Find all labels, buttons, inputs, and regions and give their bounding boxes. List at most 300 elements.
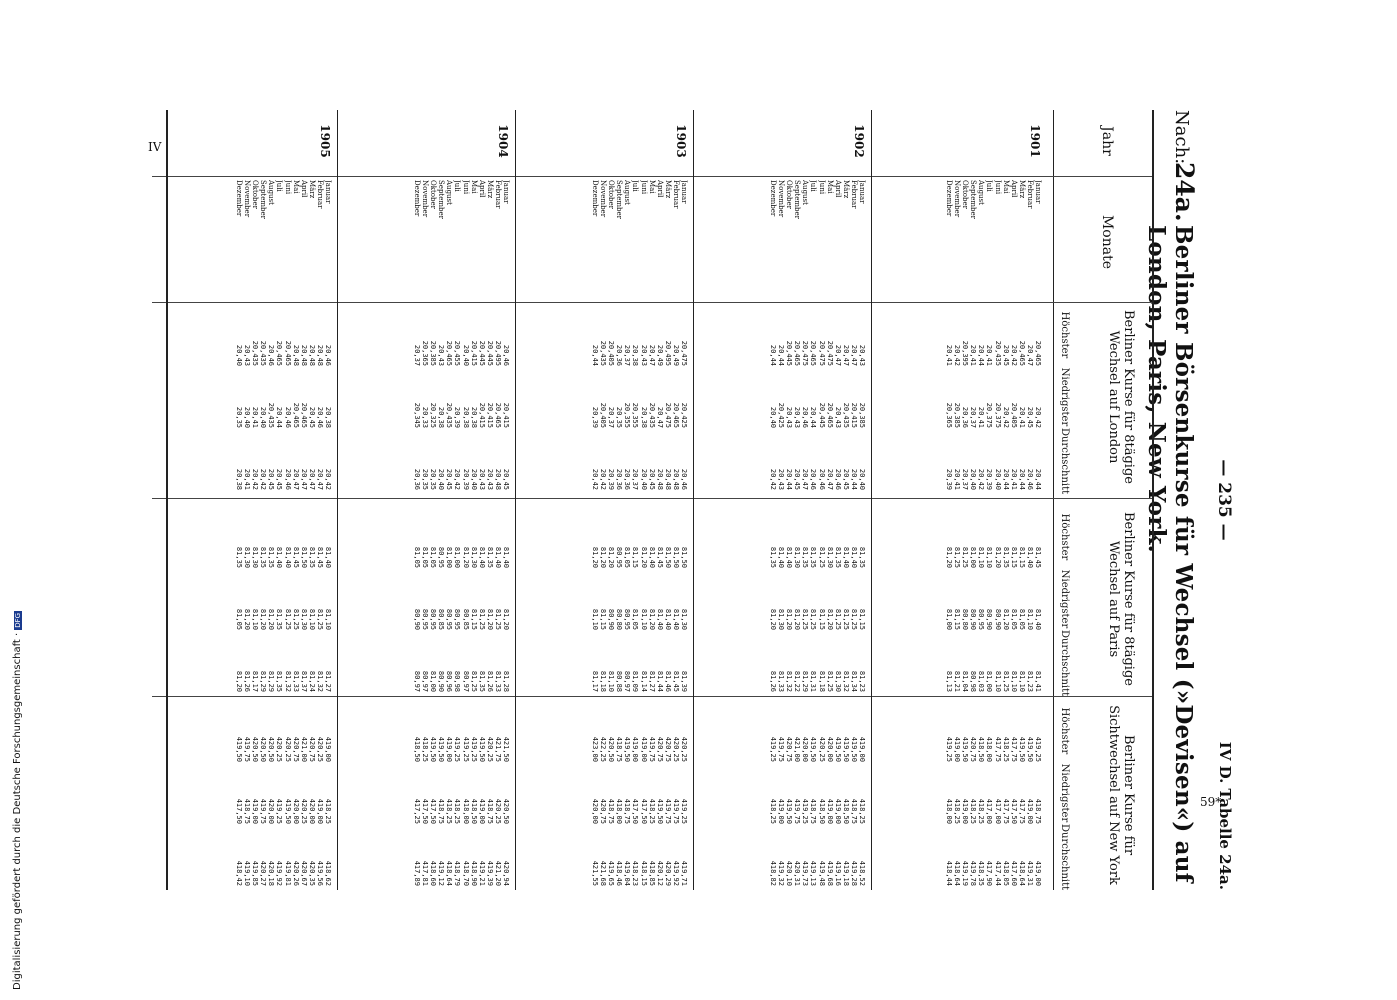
value-cell: 81,05 <box>234 608 243 630</box>
table-row <box>607 180 615 890</box>
month-cell: Juli <box>453 180 462 192</box>
value-cell: 81,20 <box>944 546 953 568</box>
value-cell: 81,18 <box>599 670 608 692</box>
value-cell: 81,50 <box>299 546 308 568</box>
value-cell: 81,14 <box>639 670 648 692</box>
value-cell: 81,10 <box>1009 670 1018 692</box>
value-cell: 419,25 <box>801 798 810 824</box>
month-cell: Juni <box>283 180 292 195</box>
value-cell: 81,26 <box>768 670 777 692</box>
month-cell: April <box>655 180 664 198</box>
month-cell: Februar <box>671 180 680 209</box>
value-cell: 418,25 <box>647 798 656 824</box>
table-row <box>953 180 961 890</box>
value-cell: 81,45 <box>291 546 300 568</box>
value-cell: 20,375 <box>993 402 1002 428</box>
value-cell: 420,25 <box>283 736 292 762</box>
value-cell: 80,90 <box>985 608 994 630</box>
table-row <box>777 180 785 890</box>
value-cell: 20,47 <box>841 344 850 366</box>
table-row <box>817 180 825 890</box>
value-cell: 20,35 <box>429 468 438 490</box>
month-cell: Juli <box>985 180 994 192</box>
value-cell: 81,10 <box>1025 608 1034 630</box>
value-cell: 81,10 <box>1017 670 1026 692</box>
value-cell: 20,33 <box>421 406 430 428</box>
value-cell: 81,30 <box>777 608 786 630</box>
value-cell: 20,39 <box>607 468 616 490</box>
table-row <box>461 180 469 890</box>
value-cell: 20,495 <box>493 340 502 366</box>
value-cell: 81,25 <box>849 608 858 630</box>
value-cell: 20,465 <box>299 402 308 428</box>
table-row <box>631 180 639 890</box>
value-cell: 417,44 <box>993 860 1002 886</box>
value-cell: 418,62 <box>324 860 332 886</box>
value-cell: 81,25 <box>315 608 324 630</box>
value-cell: 20,48 <box>671 468 680 490</box>
value-cell: 419,00 <box>1034 860 1042 886</box>
table-row <box>1034 180 1042 890</box>
value-cell: 20,40 <box>259 406 268 428</box>
value-cell: 417,00 <box>993 798 1002 824</box>
table-row <box>324 180 332 890</box>
value-cell: 423,00 <box>590 736 599 762</box>
value-cell: 418,75 <box>243 798 252 824</box>
value-cell: 20,48 <box>307 344 316 366</box>
value-cell: 419,00 <box>953 736 962 762</box>
table-row <box>834 180 842 890</box>
value-cell: 81,26 <box>485 670 494 692</box>
value-cell: 419,75 <box>671 798 680 824</box>
value-cell: 20,42 <box>259 468 268 490</box>
value-cell: 20,48 <box>493 468 502 490</box>
value-cell: 419,75 <box>647 736 656 762</box>
month-cell: Oktober <box>429 180 438 209</box>
value-cell: 20,355 <box>631 402 640 428</box>
value-cell: 80,95 <box>977 608 986 630</box>
table-row <box>945 180 953 890</box>
value-cell: 81,10 <box>251 608 260 630</box>
value-cell: 420,25 <box>275 736 284 762</box>
value-cell: 20,47 <box>833 344 842 366</box>
value-cell: 81,40 <box>655 608 664 630</box>
month-cell: August <box>267 180 276 205</box>
value-cell: 81,40 <box>324 546 332 568</box>
value-cell: 81,27 <box>647 670 656 692</box>
month-cell: September <box>615 180 624 219</box>
value-cell: 420,50 <box>251 736 260 762</box>
value-cell: 20,37 <box>412 344 421 366</box>
value-cell: 20,445 <box>477 340 486 366</box>
value-cell: 20,47 <box>801 468 810 490</box>
sub-header-7: Niedrigster <box>1059 763 1070 823</box>
year-label: 1903 <box>674 124 688 158</box>
value-cell: 81,05 <box>421 546 430 568</box>
value-cell: 20,445 <box>817 402 826 428</box>
value-cell: 20,355 <box>623 402 632 428</box>
value-cell: 20,44 <box>768 344 777 366</box>
value-cell: 81,35 <box>768 546 777 568</box>
group-header-london: Berliner Kurse für 8tägige Wechsel auf London <box>1106 310 1136 484</box>
value-cell: 20,36 <box>623 468 632 490</box>
value-cell: 81,25 <box>961 546 970 568</box>
value-cell: 81,40 <box>841 546 850 568</box>
value-cell: 419,00 <box>825 798 834 824</box>
value-cell: 418,25 <box>453 798 462 824</box>
value-cell: 418,25 <box>977 798 986 824</box>
value-cell: 419,50 <box>1025 736 1034 762</box>
table-row <box>648 180 656 890</box>
value-cell: 81,10 <box>977 546 986 568</box>
value-cell: 20,475 <box>825 340 834 366</box>
value-cell: 419,00 <box>324 736 332 762</box>
value-cell: 20,39 <box>461 468 470 490</box>
table-row <box>308 180 316 890</box>
value-cell: 419,75 <box>259 798 268 824</box>
value-cell: 419,71 <box>680 860 688 886</box>
value-cell: 80,95 <box>429 608 438 630</box>
value-cell: 418,00 <box>985 736 994 762</box>
value-cell: 419,81 <box>283 860 292 886</box>
value-cell: 20,45 <box>841 468 850 490</box>
month-cell: September <box>259 180 268 219</box>
value-cell: 20,465 <box>793 340 802 366</box>
value-cell: 421,00 <box>793 736 802 762</box>
month-cell: März <box>663 180 672 199</box>
year-block <box>413 180 510 890</box>
year-block <box>591 180 688 890</box>
value-cell: 419,00 <box>1025 798 1034 824</box>
value-cell: 80,95 <box>623 608 632 630</box>
value-cell: 421,55 <box>590 860 599 886</box>
value-cell: 20,43 <box>477 468 486 490</box>
value-cell: 80,80 <box>615 608 624 630</box>
value-cell: 419,25 <box>453 736 462 762</box>
year-rule <box>337 110 338 890</box>
value-cell: 420,25 <box>680 736 688 762</box>
value-cell: 420,00 <box>291 798 300 824</box>
value-cell: 20,465 <box>825 402 834 428</box>
sub-header-1: Niedrigster <box>1059 367 1070 427</box>
value-cell: 417,50 <box>631 798 640 824</box>
value-cell: 81,40 <box>1025 546 1034 568</box>
value-cell: 419,92 <box>671 860 680 886</box>
value-cell: 20,40 <box>858 468 866 490</box>
value-cell: 417,89 <box>412 860 421 886</box>
value-cell: 418,25 <box>969 798 978 824</box>
value-cell: 420,31 <box>793 860 802 886</box>
value-cell: 20,44 <box>1001 468 1010 490</box>
value-cell: 81,20 <box>267 608 276 630</box>
value-cell: 81,15 <box>469 608 478 630</box>
value-cell: 81,10 <box>324 608 332 630</box>
value-cell: 81,20 <box>259 608 268 630</box>
value-cell: 418,75 <box>1034 798 1042 824</box>
value-cell: 81,25 <box>817 546 826 568</box>
rotated-table-page <box>150 110 1240 890</box>
value-cell: 417,75 <box>993 736 1002 762</box>
dfg-logo: DFG <box>14 612 22 628</box>
value-cell: 419,50 <box>841 736 850 762</box>
table-row <box>858 180 866 890</box>
value-cell: 419,50 <box>961 736 970 762</box>
value-cell: 20,37 <box>623 344 632 366</box>
value-cell: 20,42 <box>590 468 599 490</box>
value-cell: 20,42 <box>251 468 260 490</box>
value-cell: 20,41 <box>969 344 978 366</box>
value-cell: 419,28 <box>849 860 858 886</box>
value-cell: 20,39 <box>944 468 953 490</box>
value-cell: 419,25 <box>275 798 284 824</box>
value-cell: 81,03 <box>977 670 986 692</box>
value-cell: 80,97 <box>421 670 430 692</box>
title-prefix: Nach: <box>1171 110 1192 165</box>
value-cell: 81,05 <box>1017 608 1026 630</box>
table-row <box>809 180 817 890</box>
value-cell: 20,435 <box>267 402 276 428</box>
table-row <box>486 180 494 890</box>
title-rule <box>1152 110 1154 890</box>
month-cell: Juni <box>817 180 826 195</box>
value-cell: 81,35 <box>809 546 818 568</box>
value-cell: 20,345 <box>412 402 421 428</box>
value-cell: 419,10 <box>243 860 252 886</box>
value-cell: 81,40 <box>283 546 292 568</box>
value-cell: 20,36 <box>615 468 624 490</box>
value-cell: 420,75 <box>599 798 608 824</box>
value-cell: 81,45 <box>315 546 324 568</box>
sidebar-text: Digitalisierung gefördert durch die Deutsche Forschungsgemeinschaft · <box>12 632 23 990</box>
value-cell: 80,98 <box>453 670 462 692</box>
section-label: IV D. Tabelle 24a. <box>1216 741 1234 890</box>
value-cell: 81,10 <box>639 608 648 630</box>
value-cell: 81,35 <box>267 546 276 568</box>
month-cell: Oktober <box>961 180 970 209</box>
value-cell: 81,00 <box>969 546 978 568</box>
value-cell: 81,09 <box>631 670 640 692</box>
value-cell: 20,325 <box>429 402 438 428</box>
value-cell: 20,435 <box>993 340 1002 366</box>
value-cell: 419,00 <box>631 736 640 762</box>
value-cell: 81,25 <box>825 670 834 692</box>
value-cell: 20,42 <box>599 468 608 490</box>
table-row <box>1026 180 1034 890</box>
value-cell: 81,17 <box>251 670 260 692</box>
value-cell: 20,44 <box>977 344 986 366</box>
value-cell: 20,405 <box>607 340 616 366</box>
month-cell: März <box>485 180 494 199</box>
value-cell: 20,48 <box>291 344 300 366</box>
value-cell: 81,35 <box>275 608 284 630</box>
value-cell: 20,43 <box>833 406 842 428</box>
value-cell: 81,40 <box>477 546 486 568</box>
value-cell: 20,49 <box>655 344 664 366</box>
value-cell: 20,40 <box>639 468 648 490</box>
value-cell: 20,35 <box>234 406 243 428</box>
value-cell: 81,32 <box>283 670 292 692</box>
value-cell: 20,47 <box>647 344 656 366</box>
value-cell: 418,00 <box>944 798 953 824</box>
value-cell: 81,40 <box>663 608 672 630</box>
value-cell: 20,435 <box>259 340 268 366</box>
value-cell: 418,25 <box>768 798 777 824</box>
value-cell: 81,15 <box>817 608 826 630</box>
value-cell: 419,75 <box>793 798 802 824</box>
value-cell: 81,40 <box>275 546 284 568</box>
month-cell: Mai <box>825 180 834 194</box>
value-cell: 20,435 <box>445 402 454 428</box>
value-cell: 420,25 <box>485 736 494 762</box>
value-cell: 81,05 <box>429 546 438 568</box>
value-cell: 81,20 <box>768 608 777 630</box>
value-cell: 81,15 <box>599 608 608 630</box>
value-cell: 417,75 <box>1001 798 1010 824</box>
value-cell: 419,04 <box>623 860 632 886</box>
value-cell: 81,25 <box>469 670 478 692</box>
value-cell: 419,92 <box>275 860 284 886</box>
value-cell: 80,97 <box>412 670 421 692</box>
value-cell: 418,25 <box>445 798 454 824</box>
value-cell: 419,25 <box>680 798 688 824</box>
table-row <box>470 180 478 890</box>
value-cell: 20,46 <box>680 468 688 490</box>
value-cell: 80,80 <box>961 608 970 630</box>
value-cell: 20,46 <box>283 468 292 490</box>
value-cell: 419,25 <box>768 736 777 762</box>
value-cell: 20,39 <box>453 406 462 428</box>
value-cell: 418,00 <box>615 798 624 824</box>
month-cell: April <box>477 180 486 198</box>
value-cell: 20,385 <box>858 402 866 428</box>
value-cell: 417,81 <box>421 860 430 886</box>
value-cell: 418,05 <box>1001 860 1010 886</box>
value-cell: 81,30 <box>299 608 308 630</box>
value-cell: 80,90 <box>993 608 1002 630</box>
footer-left: IV <box>148 140 162 154</box>
bottom-rule <box>166 110 168 890</box>
value-cell: 81,20 <box>993 546 1002 568</box>
sub-header-6: Höchster <box>1059 707 1070 755</box>
value-cell: 81,25 <box>841 608 850 630</box>
table-row <box>429 180 437 890</box>
value-cell: 20,44 <box>777 344 786 366</box>
table-row <box>993 180 1001 890</box>
footer-right: 59* <box>1200 795 1222 809</box>
value-cell: 417,60 <box>1009 860 1018 886</box>
value-cell: 419,75 <box>243 736 252 762</box>
table-row <box>623 180 631 890</box>
year-block <box>945 180 1042 890</box>
value-cell: 81,39 <box>680 670 688 692</box>
value-cell: 20,40 <box>234 344 243 366</box>
value-cell: 81,40 <box>777 546 786 568</box>
value-cell: 419,50 <box>785 798 794 824</box>
year-label: 1901 <box>1028 124 1042 158</box>
table-row <box>826 180 834 890</box>
value-cell: 81,10 <box>590 608 599 630</box>
value-cell: 20,475 <box>801 340 810 366</box>
value-cell: 20,41 <box>1009 468 1018 490</box>
value-cell: 81,40 <box>647 546 656 568</box>
value-cell: 20,45 <box>647 468 656 490</box>
value-cell: 80,95 <box>437 546 446 568</box>
value-cell: 20,43 <box>437 344 446 366</box>
value-cell: 419,75 <box>777 736 786 762</box>
table-row <box>801 180 809 890</box>
value-cell: 418,64 <box>953 860 962 886</box>
value-cell: 420,75 <box>291 736 300 762</box>
value-cell: 81,35 <box>833 546 842 568</box>
value-cell: 20,39 <box>590 406 599 428</box>
month-cell: Juni <box>461 180 470 195</box>
value-cell: 20,38 <box>437 406 446 428</box>
value-cell: 418,50 <box>977 736 986 762</box>
value-cell: 81,00 <box>453 546 462 568</box>
table-row <box>985 180 993 890</box>
value-cell: 20,40 <box>768 406 777 428</box>
year-rule <box>515 110 516 890</box>
value-cell: 81,28 <box>502 670 510 692</box>
value-cell: 81,45 <box>671 670 680 692</box>
value-cell: 20,415 <box>849 402 858 428</box>
value-cell: 20,38 <box>469 406 478 428</box>
value-cell: 20,44 <box>1034 468 1042 490</box>
value-cell: 81,32 <box>841 670 850 692</box>
value-cell: 81,20 <box>785 608 794 630</box>
value-cell: 20,425 <box>777 402 786 428</box>
value-cell: 419,68 <box>825 860 834 886</box>
value-cell: 80,97 <box>623 670 632 692</box>
value-cell: 20,45 <box>445 468 454 490</box>
month-cell: März <box>841 180 850 199</box>
month-cell: Februar <box>315 180 324 209</box>
year-rule <box>871 110 872 890</box>
value-cell: 419,65 <box>607 860 616 886</box>
month-cell: August <box>623 180 632 205</box>
value-cell: 81,33 <box>291 670 300 692</box>
value-cell: 417,50 <box>234 798 243 824</box>
value-cell: 419,25 <box>469 736 478 762</box>
month-cell: Juli <box>631 180 640 192</box>
table-row <box>292 180 300 890</box>
value-cell: 20,43 <box>777 468 786 490</box>
value-cell: 81,20 <box>234 670 243 692</box>
value-cell: 80,88 <box>615 670 624 692</box>
value-cell: 20,47 <box>825 468 834 490</box>
value-cell: 81,05 <box>631 608 640 630</box>
table-row <box>769 180 777 890</box>
month-cell: Februar <box>1025 180 1034 209</box>
value-cell: 419,50 <box>437 736 446 762</box>
value-cell: 420,12 <box>655 860 664 886</box>
table-row <box>445 180 453 890</box>
value-cell: 81,35 <box>858 546 866 568</box>
value-cell: 20,49 <box>671 344 680 366</box>
value-cell: 20,445 <box>785 340 794 366</box>
table-row <box>664 180 672 890</box>
value-cell: 20,44 <box>849 468 858 490</box>
value-cell: 420,18 <box>267 860 276 886</box>
value-cell: 20,47 <box>291 468 300 490</box>
value-cell: 20,43 <box>785 406 794 428</box>
value-cell: 81,30 <box>680 608 688 630</box>
table-row <box>793 180 801 890</box>
table-row <box>680 180 688 890</box>
value-cell: 20,40 <box>461 344 470 366</box>
value-cell: 20,35 <box>615 406 624 428</box>
month-cell: März <box>1017 180 1026 199</box>
